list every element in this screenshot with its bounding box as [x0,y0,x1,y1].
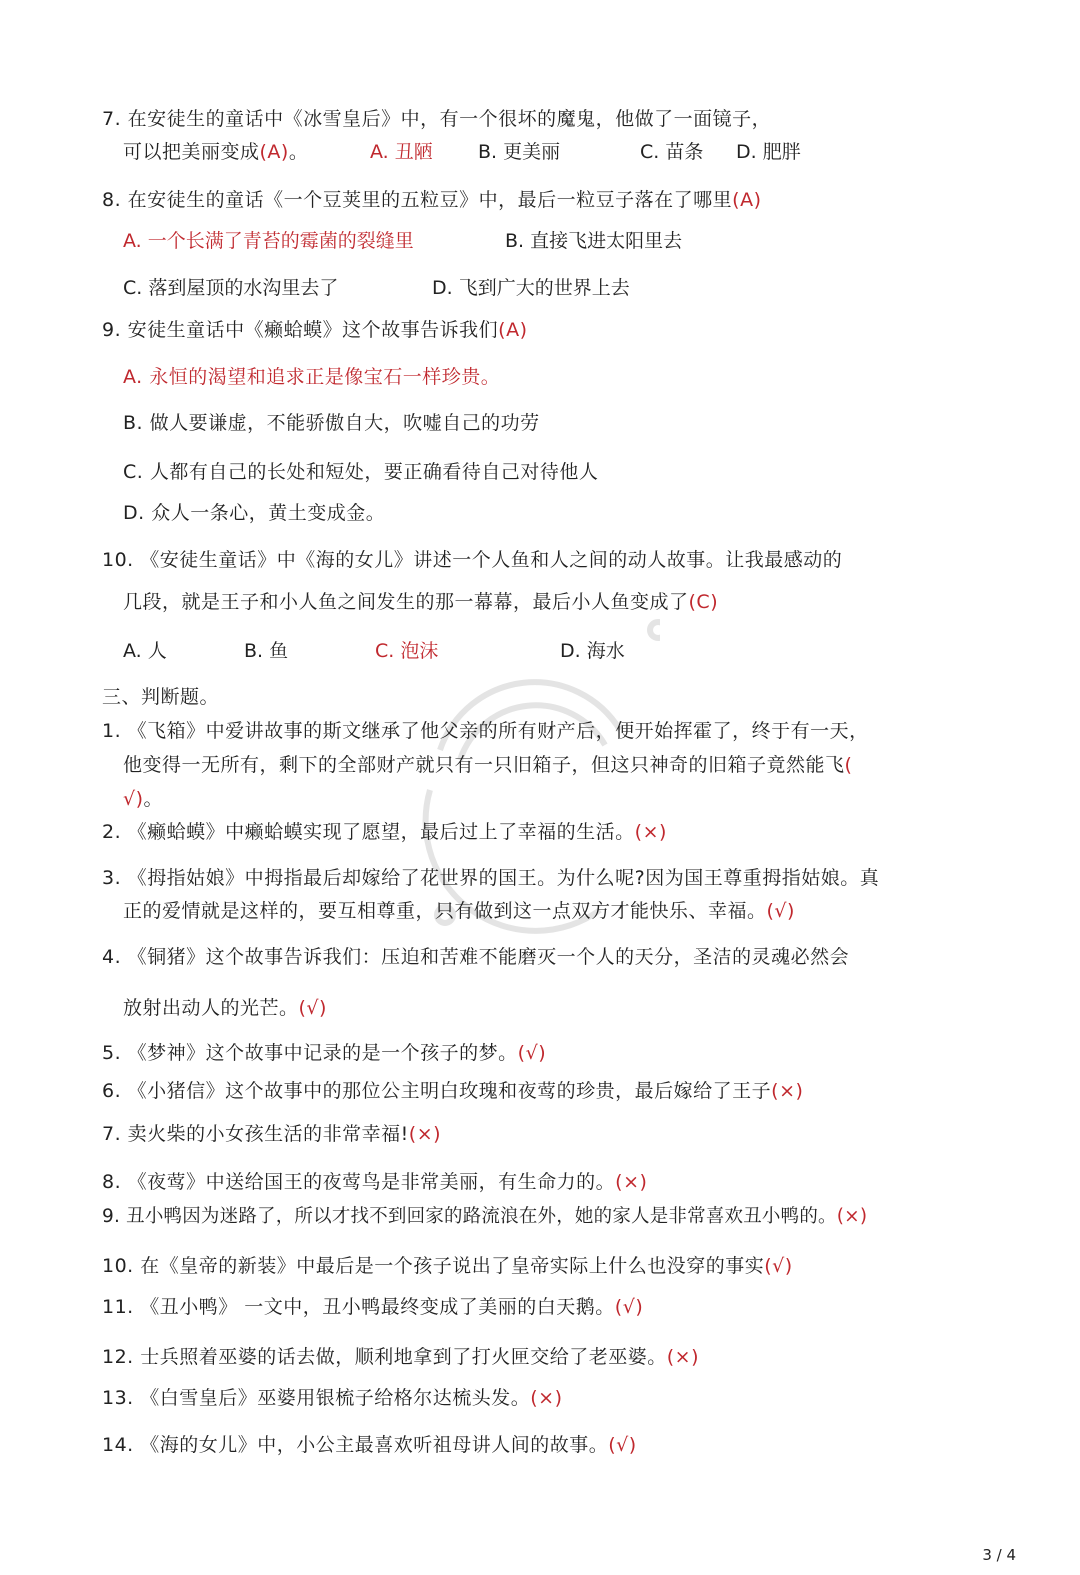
judge-12 [102,1344,699,1370]
judge-10-text: 10. 在《皇帝的新装》中最后是一个孩子说出了皇帝实际上什么也没穿的事实 [102,1255,765,1277]
q8-option-b: B. 直接飞进太阳里去 [505,230,683,252]
section3-heading: 三、判断题。 [102,686,220,708]
q10-option-c: C. 泡沫 [375,640,439,662]
judge-5-text: 5. 《梦神》这个故事中记录的是一个孩子的梦。 [102,1042,518,1064]
q8-option-d: D. 飞到广大的世界上去 [432,277,630,299]
judge-4-answer: (√) [298,997,327,1019]
judge-10 [102,1253,793,1279]
q7-option-a: A. 丑陋 [370,141,433,163]
judge-9 [102,1204,867,1230]
q10-line1: 10. 《安徒生童话》中《海的女儿》讲述一个人鱼和人之间的动人故事。让我最感动的 [102,549,843,571]
judge-12-answer: (×) [666,1346,700,1368]
judge-3-answer: (√) [766,900,795,922]
q8-stem: 8. 在安徒生的童话《一个豆荚里的五粒豆》中，最后一粒豆子落在了哪里 [102,189,733,211]
judge-4-line1: 4. 《铜猪》这个故事告诉我们：压迫和苦难不能磨灭一个人的天分，圣洁的灵魂必然会 [102,946,850,968]
judge-11-text: 11. 《丑小鸭》 一文中，丑小鸭最终变成了美丽的白天鹅。 [102,1296,615,1318]
q8-question [102,187,762,213]
q10-option-a: A. 人 [123,640,167,662]
q9-option-a: A. 永恒的渴望和追求正是像宝石一样珍贵。 [123,366,501,388]
judge-3-line1: 3. 《拇指姑娘》中拇指最后却嫁给了花世界的国王。为什么呢?因为国王尊重拇指姑娘。真 [102,867,880,889]
q7-stem-end: 可以把美丽变成 [123,141,260,163]
q9-question [102,317,528,343]
judge-11 [102,1294,643,1320]
q10-option-d: D. 海水 [560,640,625,662]
judge-10-answer: (√) [764,1255,793,1277]
q8-option-c: C. 落到屋顶的水沟里去了 [123,277,339,299]
q10-line2 [123,589,718,615]
judge-7-answer: (×) [408,1123,442,1145]
q8-option-a: A. 一个长满了青苔的霉菌的裂缝里 [123,230,414,252]
judge-12-text: 12. 士兵照着巫婆的话去做，顺利地拿到了打火匣交给了老巫婆。 [102,1346,667,1368]
q7-option-c: C. 苗条 [640,141,704,163]
judge-8-text: 8. 《夜莺》中送给国王的夜莺鸟是非常美丽，有生命力的。 [102,1171,616,1193]
q10-stem-end: 几段，就是王子和小人鱼之间发生的那一幕幕，最后小人鱼变成了 [123,591,689,613]
judge-4-text2: 放射出动人的光芒。 [123,997,299,1019]
judge-9-text: 9. 丑小鸭因为迷路了，所以才找不到回家的路流浪在外，她的家人是非常喜欢丑小鸭的。 [102,1206,837,1227]
judge-7-text: 7. 卖火柴的小女孩生活的非常幸福! [102,1123,409,1145]
judge-3-line2 [123,898,795,924]
judge-4-line2 [123,995,327,1021]
judge-3-text2: 正的爱情就是这样的，要互相尊重，只有做到这一点双方才能快乐、幸福。 [123,900,767,922]
judge-1-tail: 。 [143,788,164,810]
q7-option-b: B. 更美丽 [478,141,561,163]
judge-1-answer: √) [123,788,144,810]
q9-option-b: B. 做人要谦虚，不能骄傲自大，吹嘘自己的功劳 [123,412,540,434]
q7-option-d: D. 肥胖 [736,141,801,163]
page-number: 3 / 4 [982,1546,1016,1564]
judge-1-answer-open: ( [844,754,853,776]
q9-answer: (A) [498,319,528,341]
judge-7 [102,1121,441,1147]
q8-answer: (A) [732,189,762,211]
judge-9-answer: (×) [836,1206,868,1227]
q7-line1: 7. 在安徒生的童话中《冰雪皇后》中，有一个很坏的魔鬼，他做了一面镜子， [102,108,772,130]
judge-2-answer: (×) [634,821,667,843]
q9-option-c: C. 人都有自己的长处和短处，要正确看待自己对待他人 [123,461,599,483]
q9-stem: 9. 安徒生童话中《癞蛤蟆》这个故事告诉我们 [102,319,499,341]
judge-6-answer: (×) [771,1080,804,1102]
judge-14 [102,1432,637,1458]
judge-8 [102,1169,647,1195]
q7-answer: (A) [259,141,289,163]
judge-1-line2 [123,752,852,778]
judge-5 [102,1040,546,1066]
judge-13 [102,1385,563,1411]
judge-1-text2: 他变得一无所有，剩下的全部财产就只有一只旧箱子，但这只神奇的旧箱子竟然能飞 [123,754,845,776]
q7-period: 。 [288,141,309,163]
judge-11-answer: (√) [614,1296,644,1318]
judge-1-line3 [123,786,163,812]
judge-14-text: 14. 《海的女儿》中，小公主最喜欢听祖母讲人间的故事。 [102,1434,609,1456]
judge-13-text: 13. 《白雪皇后》巫婆用银梳子给格尔达梳头发。 [102,1387,531,1409]
q10-option-b: B. 鱼 [244,640,289,662]
judge-14-answer: (√) [608,1434,637,1456]
judge-5-answer: (√) [517,1042,547,1064]
judge-6 [102,1078,803,1104]
judge-2 [102,819,667,845]
judge-8-answer: (×) [615,1171,648,1193]
q9-option-d: D. 众人一条心，黄土变成金。 [123,502,386,524]
q10-answer: (C) [688,591,719,613]
q7-line2 [123,139,308,165]
judge-2-text: 2. 《癞蛤蟆》中癞蛤蟆实现了愿望，最后过上了幸福的生活。 [102,821,635,843]
judge-6-text: 6. 《小猪信》这个故事中的那位公主明白玫瑰和夜莺的珍贵，最后嫁给了王子 [102,1080,772,1102]
judge-1-line1: 1. 《飞箱》中爱讲故事的斯文继承了他父亲的所有财产后，便开始挥霍了，终于有一天， [102,720,869,742]
judge-13-answer: (×) [530,1387,563,1409]
